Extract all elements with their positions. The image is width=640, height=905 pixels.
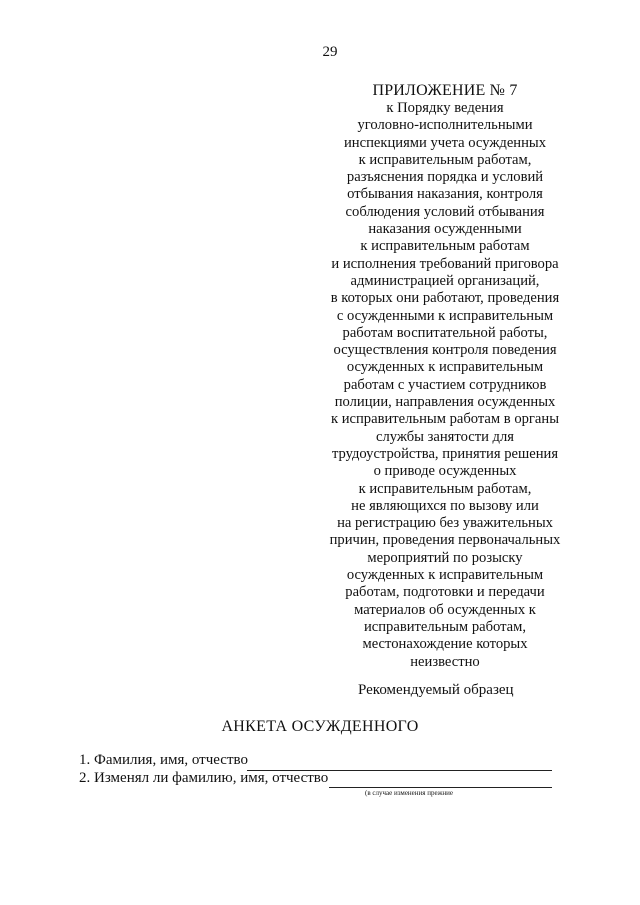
- appendix-line: к исправительным работам,: [358, 151, 532, 168]
- answer-line-name-changed[interactable]: [329, 787, 552, 788]
- appendix-line: к Порядку ведения: [386, 100, 504, 116]
- appendix-title: ПРИЛОЖЕНИЕ № 7: [372, 82, 518, 99]
- appendix-line: не являющихся по вызову или: [351, 497, 539, 514]
- appendix-description: [300, 100, 590, 671]
- appendix-line: отбывания наказания, контроля: [347, 186, 543, 203]
- appendix-line: осуществления контроля поведения: [333, 342, 557, 359]
- appendix-line: администрацией организаций,: [350, 272, 540, 289]
- recommended-sample-label: Рекомендуемый образец: [358, 682, 514, 698]
- appendix-line: на регистрацию без уважительных: [337, 515, 553, 532]
- appendix-line: работам, подготовки и передачи: [345, 584, 545, 601]
- page-number: 29: [322, 44, 338, 60]
- appendix-line: о приводе осужденных: [373, 463, 517, 480]
- appendix-line: наказания осужденными: [368, 221, 522, 238]
- appendix-line: осужденных к исправительным: [346, 359, 544, 376]
- appendix-line: разъяснения порядка и условий: [346, 169, 544, 186]
- appendix-line: работам воспитательной работы,: [342, 324, 548, 341]
- appendix-line: осужденных к исправительным: [346, 567, 544, 584]
- answer-hint: (в случае изменения прежние: [365, 789, 454, 797]
- appendix-line: с осужденными к исправительным: [336, 307, 554, 324]
- appendix-line: службы занятости для: [376, 428, 514, 445]
- appendix-line: инспекциями учета осужденных: [343, 134, 547, 151]
- document-title: АНКЕТА ОСУЖДЕННОГО: [221, 718, 419, 735]
- appendix-line: к исправительным работам: [360, 238, 530, 255]
- appendix-line: мероприятий по розыску: [367, 549, 523, 566]
- appendix-line: в которых они работают, проведения: [330, 290, 560, 307]
- appendix-line: неизвестно: [410, 653, 480, 670]
- appendix-line: к исправительным работам в органы: [330, 411, 560, 428]
- appendix-line: трудоустройства, принятия решения: [331, 445, 559, 462]
- appendix-line: местонахождение которых: [362, 636, 528, 653]
- appendix-line: уголовно-исполнительными: [357, 117, 533, 134]
- appendix-header: [300, 82, 590, 671]
- question-full-name: 1. Фамилия, имя, отчество: [79, 752, 248, 768]
- appendix-line: работам с участием сотрудников: [343, 376, 547, 393]
- appendix-line: и исполнения требований приговора: [331, 255, 559, 272]
- appendix-line: материалов об осужденных к: [354, 601, 536, 618]
- appendix-line: причин, проведения первоначальных: [329, 532, 561, 549]
- appendix-line: соблюдения условий отбывания: [345, 203, 545, 220]
- appendix-line: полиции, направления осужденных: [334, 394, 556, 411]
- appendix-line: к исправительным работам,: [358, 480, 532, 497]
- appendix-line: исправительным работам,: [363, 618, 527, 635]
- question-name-changed: 2. Изменял ли фамилию, имя, отчество: [79, 770, 329, 786]
